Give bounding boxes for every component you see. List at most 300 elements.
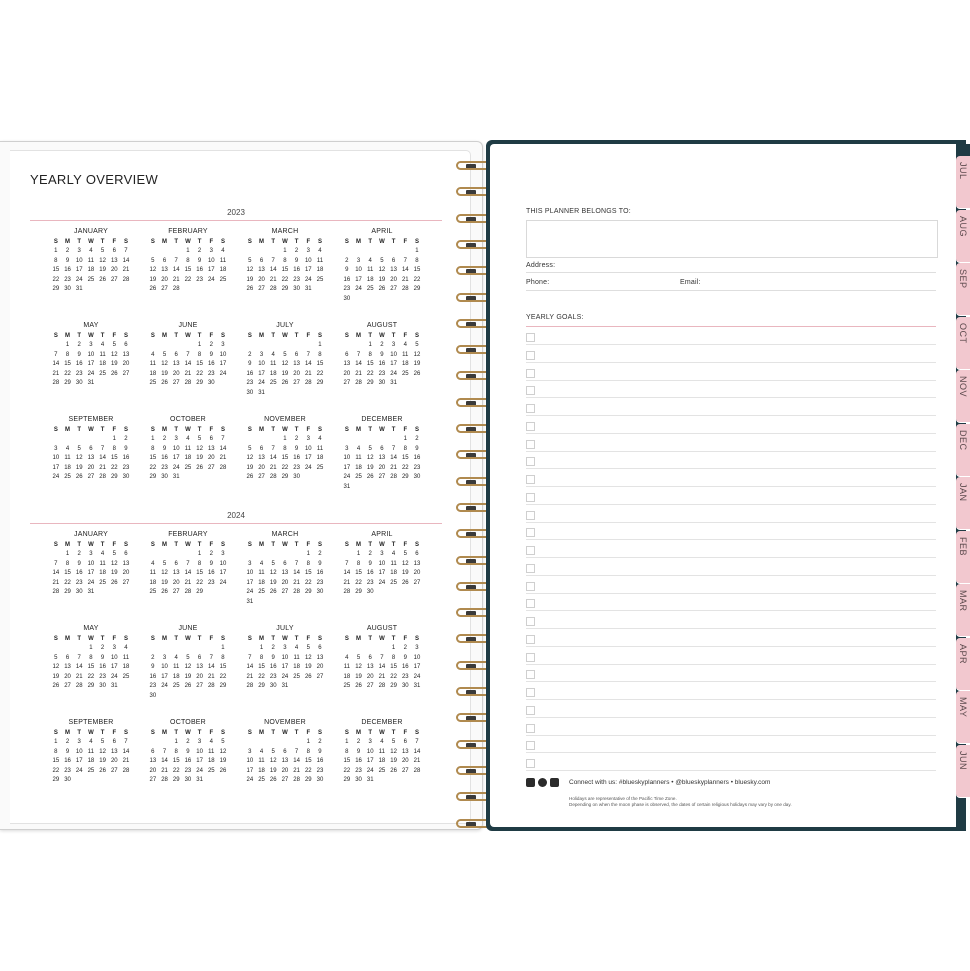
day-cell: 12 <box>246 267 254 273</box>
day-cell: 17 <box>343 464 351 471</box>
tab-mar[interactable] <box>956 584 970 637</box>
week-row <box>341 673 423 683</box>
day-cell: 14 <box>75 664 83 670</box>
tab-jun[interactable] <box>956 745 970 798</box>
goal-checkbox[interactable] <box>526 564 535 573</box>
goal-row[interactable] <box>526 577 936 594</box>
day-cell: 19 <box>161 579 168 586</box>
day-cell: 21 <box>269 464 277 471</box>
weekday-letter: W <box>88 427 94 433</box>
day-cell <box>267 341 279 351</box>
goal-checkbox[interactable] <box>526 653 535 662</box>
day-cell: 2 <box>294 436 299 442</box>
goal-checkbox[interactable] <box>526 457 535 466</box>
day-cell: 11 <box>270 361 277 367</box>
week-row <box>147 370 229 380</box>
day-cell: 9 <box>77 560 81 567</box>
weekday-row <box>341 425 423 435</box>
day-cell: 6 <box>391 257 396 264</box>
goal-row[interactable] <box>526 648 936 665</box>
goal-checkbox[interactable] <box>526 635 535 644</box>
day-cell: 16 <box>293 455 300 461</box>
day-cell <box>267 598 279 608</box>
day-cell: 4 <box>368 257 372 264</box>
goal-row[interactable] <box>526 506 936 523</box>
day-cell: 2 <box>77 342 81 348</box>
week-row <box>341 644 423 654</box>
goal-row[interactable] <box>526 541 936 558</box>
day-cell: 6 <box>89 445 93 452</box>
day-cell: 30 <box>75 589 83 595</box>
day-cell: 14 <box>269 455 277 461</box>
day-cell <box>120 776 132 786</box>
goal-row[interactable] <box>526 612 936 629</box>
goal-checkbox[interactable] <box>526 582 535 591</box>
day-cell: 20 <box>378 464 386 471</box>
day-cell: 25 <box>293 673 300 680</box>
day-cell: 16 <box>413 455 421 461</box>
day-cell: 9 <box>209 351 213 358</box>
address-line[interactable] <box>526 272 936 273</box>
day-cell: 13 <box>207 445 215 452</box>
day-cell: 2 <box>318 551 322 557</box>
day-cell: 16 <box>316 758 324 764</box>
day-cell: 10 <box>87 351 95 358</box>
day-cell: 10 <box>343 455 351 461</box>
day-cell: 5 <box>197 436 202 442</box>
day-cell: 3 <box>162 654 167 661</box>
tab-feb[interactable] <box>956 531 970 584</box>
day-cell: 9 <box>380 351 384 358</box>
tab-jul[interactable] <box>956 156 970 209</box>
goal-row[interactable] <box>526 346 936 363</box>
tab-label: MAY <box>958 697 968 718</box>
goal-checkbox[interactable] <box>526 351 535 360</box>
day-cell <box>50 341 62 351</box>
goal-row[interactable] <box>526 594 936 611</box>
week-row <box>50 464 132 474</box>
goal-checkbox[interactable] <box>526 493 535 502</box>
week-row <box>50 379 132 389</box>
day-cell: 27 <box>281 777 289 783</box>
instagram-icon <box>526 778 535 787</box>
day-cell: 16 <box>269 664 277 670</box>
weekday-letter: M <box>65 542 71 548</box>
day-cell: 24 <box>172 464 180 471</box>
month-november <box>244 415 326 483</box>
day-cell <box>217 285 229 295</box>
weekday-row <box>50 425 132 435</box>
day-cell: 7 <box>391 445 396 452</box>
goal-row[interactable] <box>526 701 936 718</box>
day-cell: 4 <box>100 551 105 557</box>
tab-label: AUG <box>958 215 968 237</box>
goal-row[interactable] <box>526 754 936 771</box>
day-cell: 26 <box>355 683 362 689</box>
day-cell: 6 <box>259 445 264 452</box>
week-row <box>341 360 423 370</box>
day-cell: 11 <box>258 758 265 764</box>
day-cell <box>159 550 171 560</box>
day-cell: 3 <box>89 551 93 557</box>
day-cell: 27 <box>258 286 265 292</box>
day-cell: 24 <box>161 683 168 689</box>
day-cell: 21 <box>304 370 312 377</box>
day-cell: 12 <box>390 748 397 755</box>
week-row <box>244 673 326 683</box>
day-cell: 10 <box>75 748 83 755</box>
goal-checkbox[interactable] <box>526 706 535 715</box>
goal-checkbox[interactable] <box>526 386 535 395</box>
day-cell: 14 <box>304 361 312 367</box>
day-cell: 18 <box>378 758 386 764</box>
tab-may[interactable] <box>956 691 970 744</box>
goal-row[interactable] <box>526 364 936 381</box>
day-cell: 2 <box>380 342 384 348</box>
week-row <box>341 663 423 673</box>
day-cell: 7 <box>403 257 407 264</box>
goal-checkbox[interactable] <box>526 724 535 733</box>
goal-row[interactable] <box>526 470 936 487</box>
goal-checkbox[interactable] <box>526 741 535 750</box>
day-cell: 1 <box>197 551 202 557</box>
week-row <box>341 757 423 767</box>
day-cell: 8 <box>318 351 322 358</box>
day-cell: 29 <box>149 474 157 480</box>
day-cell: 13 <box>110 257 118 264</box>
day-cell <box>159 692 171 702</box>
day-cell: 2 <box>209 342 213 348</box>
month-name: JANUARY <box>74 531 108 538</box>
goal-row[interactable] <box>526 435 936 452</box>
day-cell: 22 <box>87 673 95 680</box>
goal-row[interactable] <box>526 523 936 540</box>
day-cell: 16 <box>64 267 71 273</box>
day-cell: 11 <box>402 351 409 358</box>
week-row <box>147 776 229 786</box>
week-row <box>50 285 132 295</box>
day-cell: 7 <box>271 257 275 264</box>
week-row <box>341 445 423 455</box>
day-cell: 11 <box>208 748 215 755</box>
day-cell: 28 <box>269 286 277 292</box>
day-cell: 18 <box>172 673 180 680</box>
tab-sep[interactable] <box>956 263 970 316</box>
day-cell: 14 <box>52 361 60 367</box>
day-cell: 9 <box>403 654 407 661</box>
day-cell: 15 <box>64 570 71 576</box>
goal-row[interactable] <box>526 381 936 398</box>
weekday-row <box>50 634 132 644</box>
goal-row[interactable] <box>526 630 936 647</box>
weekday-letter: T <box>294 730 299 736</box>
day-cell: 13 <box>258 267 265 273</box>
day-cell: 16 <box>207 570 215 576</box>
weekday-letter: F <box>112 333 117 339</box>
day-cell: 13 <box>122 351 130 358</box>
day-cell: 20 <box>343 370 351 377</box>
day-cell <box>108 776 120 786</box>
weekday-letter: T <box>100 333 105 339</box>
goal-checkbox[interactable] <box>526 528 535 537</box>
day-cell: 20 <box>316 664 324 670</box>
day-cell: 10 <box>304 445 312 452</box>
goal-checkbox[interactable] <box>526 511 535 520</box>
day-cell: 23 <box>355 767 362 774</box>
day-cell: 8 <box>221 654 225 661</box>
goal-row[interactable] <box>526 683 936 700</box>
day-cell: 3 <box>248 560 252 567</box>
weekday-letter: F <box>306 427 311 433</box>
day-cell: 16 <box>293 267 300 273</box>
month-march <box>244 530 326 607</box>
day-cell: 10 <box>172 445 180 452</box>
day-cell <box>194 692 206 702</box>
day-cell: 13 <box>64 664 71 670</box>
day-cell: 16 <box>366 570 374 576</box>
day-cell: 27 <box>196 683 203 689</box>
day-cell <box>376 644 388 654</box>
day-cell: 9 <box>294 257 299 264</box>
day-cell <box>388 588 400 598</box>
phone-email-line[interactable] <box>526 290 936 291</box>
day-cell: 12 <box>52 664 60 670</box>
day-cell: 9 <box>197 257 202 264</box>
tab-apr[interactable] <box>956 638 970 691</box>
goal-row[interactable] <box>526 399 936 416</box>
day-cell: 16 <box>64 758 71 764</box>
day-cell: 12 <box>378 267 386 273</box>
goal-checkbox[interactable] <box>526 759 535 768</box>
day-cell: 16 <box>75 570 83 576</box>
week-row <box>244 351 326 361</box>
day-cell: 11 <box>355 455 362 461</box>
weekday-letter: M <box>356 636 362 642</box>
goal-row[interactable] <box>526 488 936 505</box>
week-row <box>244 560 326 570</box>
day-cell: 20 <box>196 673 203 680</box>
goal-row[interactable] <box>526 328 936 345</box>
day-cell: 22 <box>366 370 374 377</box>
day-cell: 18 <box>366 276 374 283</box>
owner-name-field[interactable] <box>526 220 938 258</box>
day-cell: 6 <box>112 739 116 745</box>
weekday-letter: S <box>247 427 252 433</box>
day-cell: 13 <box>378 455 386 461</box>
goal-row[interactable] <box>526 665 936 682</box>
month-name: FEBRUARY <box>168 531 208 538</box>
day-cell <box>364 247 376 257</box>
week-row <box>147 757 229 767</box>
goal-row[interactable] <box>526 417 936 434</box>
day-cell: 12 <box>161 361 168 367</box>
day-cell: 10 <box>246 758 254 764</box>
day-cell: 31 <box>366 777 374 783</box>
day-cell: 28 <box>122 276 130 283</box>
day-cell: 20 <box>149 767 157 774</box>
week-row <box>147 473 229 483</box>
goal-checkbox[interactable] <box>526 369 535 378</box>
day-cell: 10 <box>390 351 397 358</box>
day-cell: 11 <box>87 257 95 264</box>
week-row <box>147 445 229 455</box>
goal-checkbox[interactable] <box>526 599 535 608</box>
day-cell: 1 <box>174 739 178 745</box>
day-cell: 29 <box>316 380 324 386</box>
day-cell: 9 <box>77 351 81 358</box>
day-cell: 15 <box>87 664 95 670</box>
day-cell: 2 <box>124 436 128 442</box>
day-cell <box>353 644 365 654</box>
day-cell <box>97 588 109 598</box>
day-cell: 20 <box>110 758 118 764</box>
goal-checkbox[interactable] <box>526 422 535 431</box>
day-cell <box>399 295 411 305</box>
day-cell <box>159 247 171 257</box>
day-cell: 14 <box>413 748 421 755</box>
goal-checkbox[interactable] <box>526 333 535 342</box>
day-cell: 6 <box>380 445 384 452</box>
day-cell: 27 <box>87 474 95 480</box>
day-cell: 26 <box>366 474 374 480</box>
day-cell: 29 <box>258 683 265 689</box>
week-row <box>244 360 326 370</box>
week-row <box>341 560 423 570</box>
day-cell: 17 <box>258 370 265 377</box>
weekday-letter: S <box>247 239 252 245</box>
day-cell: 29 <box>304 589 312 595</box>
day-cell: 13 <box>281 570 289 576</box>
day-cell: 15 <box>304 758 312 764</box>
weekday-row <box>341 634 423 644</box>
day-cell: 30 <box>184 777 192 783</box>
day-cell: 27 <box>366 683 374 689</box>
goal-checkbox[interactable] <box>526 404 535 413</box>
day-cell: 8 <box>306 748 310 755</box>
month-name: SEPTEMBER <box>68 416 114 423</box>
day-cell: 8 <box>356 560 361 567</box>
day-cell: 17 <box>281 664 289 670</box>
week-row <box>147 379 229 389</box>
day-cell: 17 <box>304 267 312 273</box>
goal-checkbox[interactable] <box>526 475 535 484</box>
day-cell: 17 <box>219 361 227 367</box>
weekday-letter: S <box>344 239 349 245</box>
goal-row[interactable] <box>526 719 936 736</box>
day-cell: 28 <box>355 380 362 386</box>
day-cell: 27 <box>413 579 421 586</box>
day-cell <box>182 692 194 702</box>
tab-oct[interactable] <box>956 317 970 370</box>
day-cell <box>73 776 85 786</box>
day-cell: 30 <box>316 777 324 783</box>
week-row <box>147 654 229 664</box>
day-cell: 8 <box>151 445 155 452</box>
weekday-letter: M <box>162 542 168 548</box>
tab-jan[interactable] <box>956 477 970 530</box>
weekday-letter: M <box>356 427 362 433</box>
weekday-letter: S <box>123 636 128 642</box>
tab-nov[interactable] <box>956 370 970 423</box>
weekday-letter: T <box>391 730 396 736</box>
goal-checkbox[interactable] <box>526 617 535 626</box>
month-name: NOVEMBER <box>264 416 306 423</box>
day-cell: 11 <box>149 361 156 367</box>
day-cell: 22 <box>281 276 289 283</box>
day-cell: 14 <box>161 758 168 764</box>
week-row <box>147 673 229 683</box>
week-row <box>244 370 326 380</box>
tab-dec[interactable] <box>956 424 970 477</box>
day-cell: 7 <box>54 351 58 358</box>
goal-checkbox[interactable] <box>526 688 535 697</box>
week-row <box>147 454 229 464</box>
goal-checkbox[interactable] <box>526 546 535 555</box>
weekday-letter: T <box>368 333 373 339</box>
week-row <box>244 285 326 295</box>
day-cell: 18 <box>258 767 265 774</box>
goal-checkbox[interactable] <box>526 670 535 679</box>
week-row <box>147 738 229 748</box>
day-cell <box>291 738 303 748</box>
day-cell <box>256 598 268 608</box>
day-cell: 29 <box>304 777 312 783</box>
goal-row[interactable] <box>526 452 936 469</box>
day-cell: 16 <box>75 361 83 367</box>
day-cell: 26 <box>110 370 118 377</box>
day-cell: 22 <box>64 579 71 586</box>
goal-row[interactable] <box>526 736 936 753</box>
day-cell <box>205 285 217 295</box>
day-cell <box>182 473 194 483</box>
day-cell <box>120 682 132 692</box>
week-row <box>244 663 326 673</box>
week-row <box>147 692 229 702</box>
day-cell <box>217 776 229 786</box>
weekday-letter: W <box>185 542 191 548</box>
day-cell <box>182 644 194 654</box>
weekday-row <box>50 540 132 550</box>
day-cell: 8 <box>415 257 419 264</box>
day-cell: 23 <box>122 464 130 471</box>
day-cell <box>279 341 291 351</box>
goal-row[interactable] <box>526 559 936 576</box>
day-cell: 22 <box>316 370 324 377</box>
weekday-letter: W <box>282 333 288 339</box>
tab-aug[interactable] <box>956 210 970 263</box>
weekday-letter: T <box>368 239 373 245</box>
weekday-letter: T <box>271 542 276 548</box>
day-cell <box>256 550 268 560</box>
day-cell: 27 <box>343 380 351 386</box>
day-cell: 10 <box>196 748 203 755</box>
weekday-letter: T <box>271 730 276 736</box>
month-name: SEPTEMBER <box>68 719 114 726</box>
weekday-letter: F <box>209 542 214 548</box>
day-cell: 11 <box>367 267 374 273</box>
weekday-letter: W <box>185 333 191 339</box>
weekday-letter: M <box>259 427 265 433</box>
day-cell: 27 <box>172 380 180 386</box>
day-cell: 31 <box>281 683 289 689</box>
day-cell: 5 <box>162 351 167 358</box>
month-october <box>147 415 229 483</box>
week-row <box>341 473 423 483</box>
facebook-icon <box>550 778 559 787</box>
goal-checkbox[interactable] <box>526 440 535 449</box>
month-name: MARCH <box>271 531 299 538</box>
week-row <box>50 454 132 464</box>
